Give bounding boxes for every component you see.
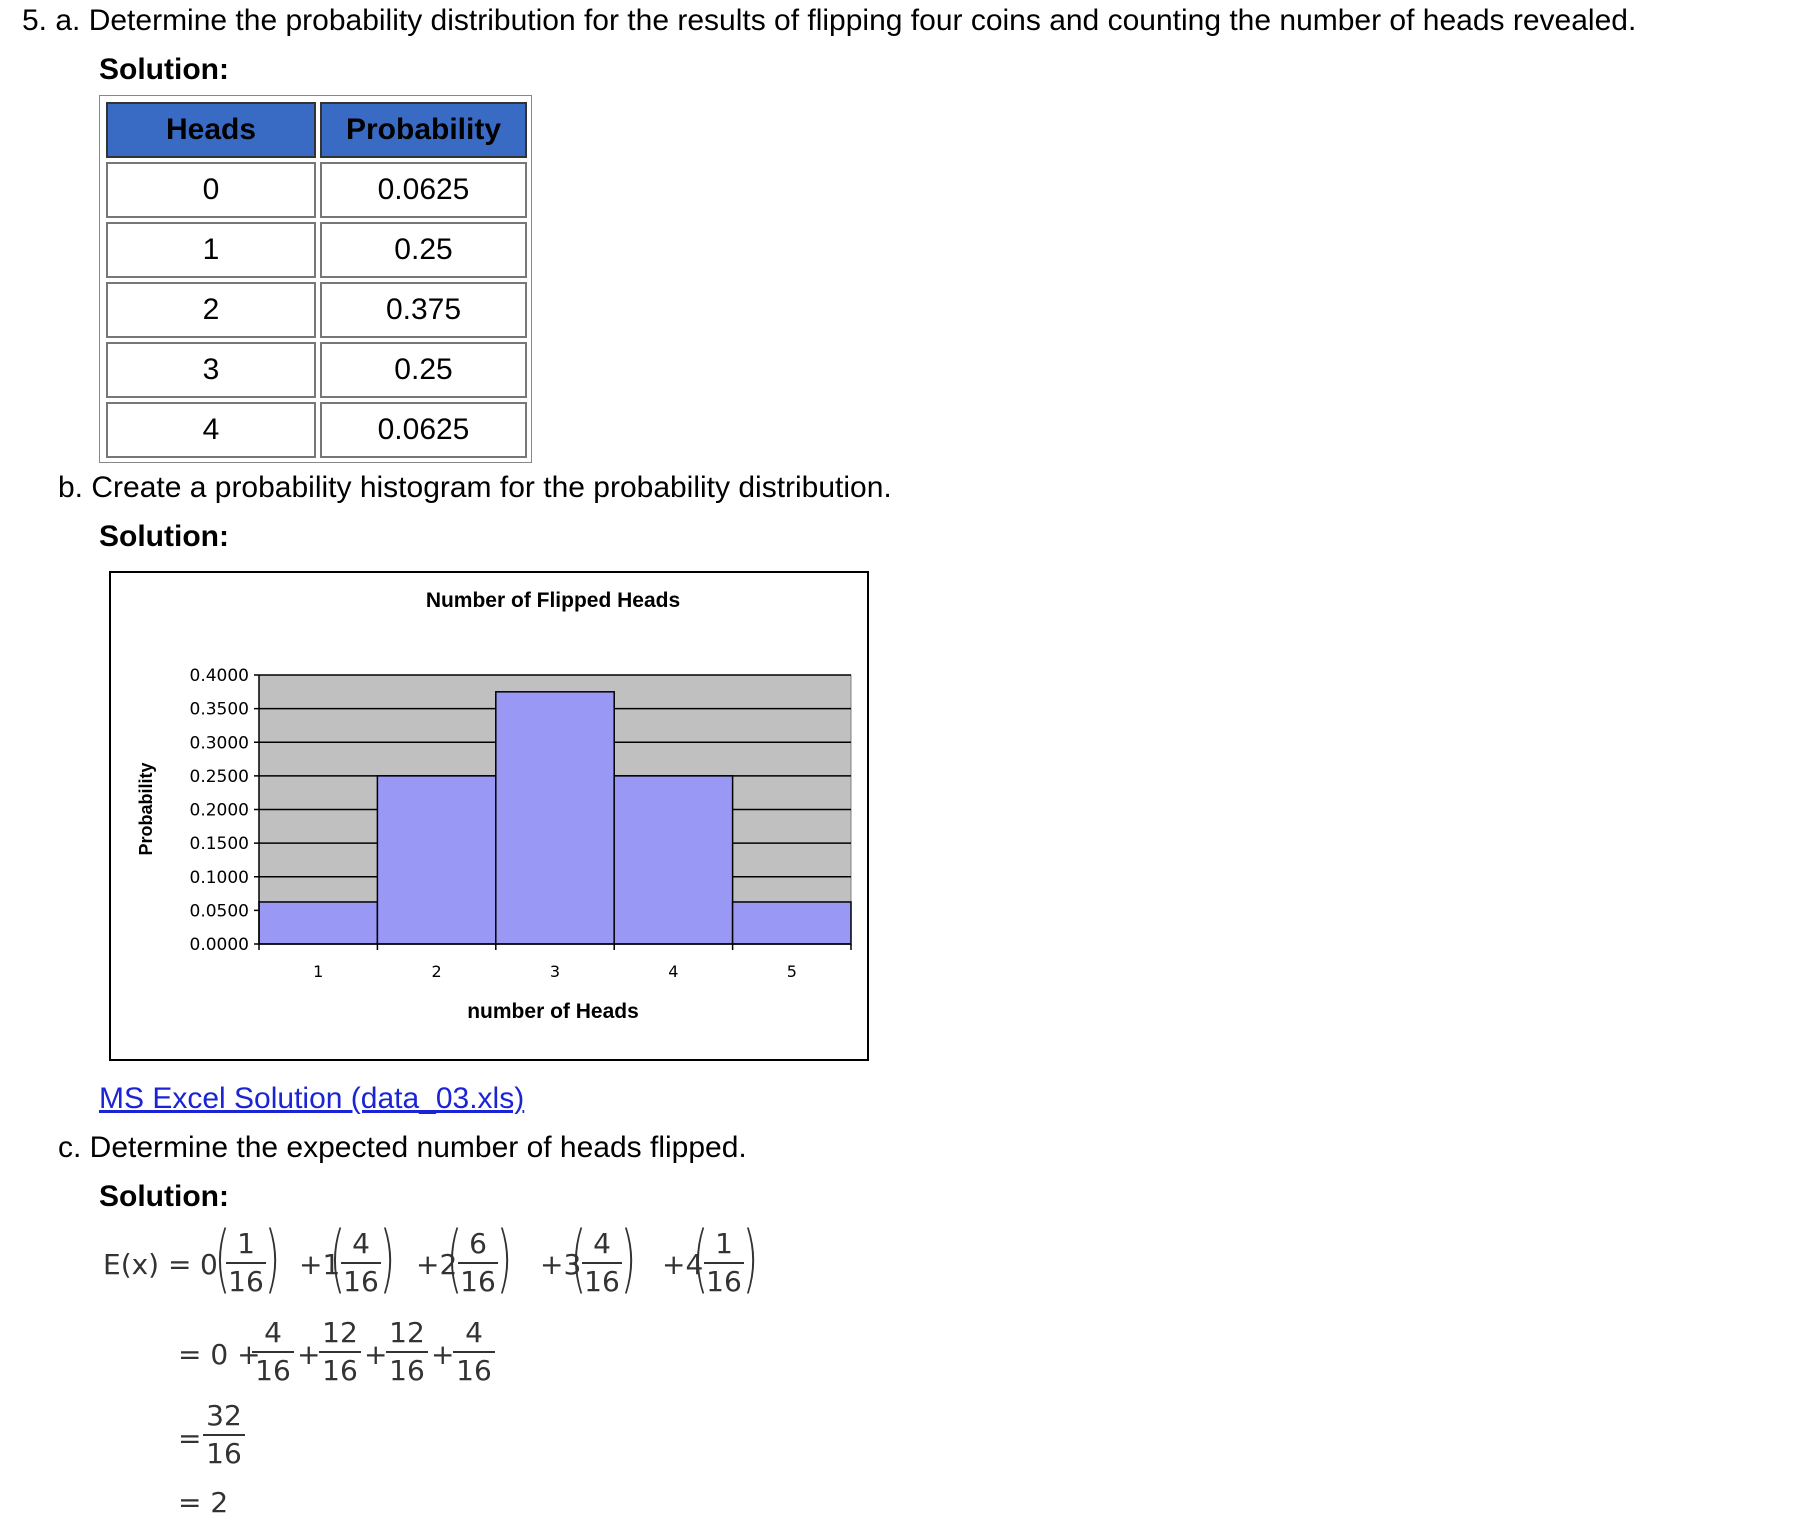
numerator: 6 xyxy=(469,1227,487,1260)
table-header-probability: Probability xyxy=(320,102,527,158)
fraction-bar xyxy=(341,1262,381,1264)
numerator: 4 xyxy=(465,1316,483,1349)
solution-label-c: Solution: xyxy=(99,1180,229,1213)
plus-sign: + xyxy=(364,1338,388,1371)
table-cell-probability: 0.0625 xyxy=(320,162,527,218)
numerator: 1 xyxy=(715,1227,733,1260)
table-cell-heads: 2 xyxy=(106,282,316,338)
denominator: 16 xyxy=(456,1354,492,1387)
line4-result: = 2 xyxy=(178,1486,229,1519)
numerator: 32 xyxy=(206,1399,242,1432)
term-coefficient: +4 xyxy=(662,1248,704,1281)
histogram-bar xyxy=(614,776,732,944)
left-paren: ( xyxy=(570,1216,587,1302)
y-tick-label: 0.4000 xyxy=(189,666,249,686)
fraction-bar xyxy=(319,1351,361,1353)
fraction-bar xyxy=(704,1262,744,1264)
term-fraction xyxy=(458,1228,498,1298)
line3-prefix: = xyxy=(178,1422,202,1455)
x-tick-label: 2 xyxy=(431,962,442,981)
right-paren: ) xyxy=(264,1216,281,1302)
y-tick-label: 0.3000 xyxy=(189,733,249,754)
numerator: 1 xyxy=(237,1227,255,1260)
histogram-bar xyxy=(733,902,851,944)
denominator: 16 xyxy=(584,1265,620,1298)
table-cell-heads: 3 xyxy=(106,342,316,398)
table-cell-heads: 1 xyxy=(106,222,316,278)
histogram-bar xyxy=(377,776,495,944)
histogram-chart xyxy=(109,571,869,1061)
line2-fraction xyxy=(453,1317,495,1387)
solution-label-b: Solution: xyxy=(99,520,229,553)
fraction-bar xyxy=(453,1351,495,1353)
fraction-bar xyxy=(386,1351,428,1353)
y-tick-label: 0.1500 xyxy=(189,834,249,855)
table-cell-heads: 4 xyxy=(106,402,316,458)
fraction-bar xyxy=(226,1262,266,1264)
y-tick-label: 0.2000 xyxy=(189,800,249,821)
y-tick-label: 0.0500 xyxy=(189,901,249,922)
term-fraction xyxy=(341,1228,381,1298)
right-paren: ) xyxy=(379,1216,396,1302)
denominator: 16 xyxy=(460,1265,496,1298)
term-coefficient: +3 xyxy=(540,1248,582,1281)
x-tick-label: 5 xyxy=(786,962,797,981)
chart-y-axis-label: Probability xyxy=(136,762,156,856)
question-a: 5. a. Determine the probability distribution for the results of flipping four coins and counting the number of heads revealed. xyxy=(22,4,1637,37)
x-tick-label: 4 xyxy=(668,962,679,981)
line2-fraction xyxy=(252,1317,294,1387)
denominator: 16 xyxy=(228,1265,264,1298)
term-fraction xyxy=(226,1228,266,1298)
excel-solution-link[interactable]: MS Excel Solution (data_03.xls) xyxy=(99,1082,525,1115)
line2-fraction xyxy=(319,1317,361,1387)
term-coefficient: +2 xyxy=(416,1248,458,1281)
histogram-bar xyxy=(496,692,614,944)
line3-fraction xyxy=(203,1400,245,1470)
table-cell-probability: 0.25 xyxy=(320,342,527,398)
chart-x-axis-label: number of Heads xyxy=(467,1000,639,1023)
term-coefficient: 0 xyxy=(200,1248,218,1281)
numerator: 4 xyxy=(264,1316,282,1349)
right-paren: ) xyxy=(742,1216,759,1302)
expected-value-lhs: E(x) = xyxy=(103,1248,192,1281)
probability-table xyxy=(99,95,532,463)
y-tick-label: 0.3500 xyxy=(189,699,249,720)
term-fraction xyxy=(704,1228,744,1298)
table-cell-probability: 0.25 xyxy=(320,222,527,278)
denominator: 16 xyxy=(322,1354,358,1387)
histogram-svg xyxy=(111,573,867,1059)
line2-fraction xyxy=(386,1317,428,1387)
line2-prefix: = 0 + xyxy=(178,1338,261,1371)
histogram-bar xyxy=(259,902,377,944)
denominator: 16 xyxy=(343,1265,379,1298)
right-paren: ) xyxy=(620,1216,637,1302)
numerator: 4 xyxy=(352,1227,370,1260)
table-cell-probability: 0.375 xyxy=(320,282,527,338)
left-paren: ( xyxy=(446,1216,463,1302)
numerator: 4 xyxy=(593,1227,611,1260)
fraction-bar xyxy=(458,1262,498,1264)
denominator: 16 xyxy=(389,1354,425,1387)
question-b: b. Create a probability histogram for the probability distribution. xyxy=(58,471,892,504)
fraction-bar xyxy=(582,1262,622,1264)
y-tick-label: 0.0000 xyxy=(189,935,249,955)
denominator: 16 xyxy=(206,1437,242,1470)
numerator: 12 xyxy=(389,1316,425,1349)
question-c: c. Determine the expected number of heads flipped. xyxy=(58,1131,747,1164)
plus-sign: + xyxy=(431,1338,455,1371)
fraction-bar xyxy=(252,1351,294,1353)
solution-label-a: Solution: xyxy=(99,53,229,86)
term-coefficient: +1 xyxy=(299,1248,341,1281)
left-paren: ( xyxy=(329,1216,346,1302)
y-tick-label: 0.1000 xyxy=(189,867,249,888)
denominator: 16 xyxy=(706,1265,742,1298)
x-tick-label: 3 xyxy=(549,962,561,981)
right-paren: ) xyxy=(496,1216,513,1302)
x-tick-label: 1 xyxy=(313,962,324,981)
y-tick-label: 0.2500 xyxy=(189,766,249,787)
term-fraction xyxy=(582,1228,622,1298)
table-cell-heads: 0 xyxy=(106,162,316,218)
plus-sign: + xyxy=(297,1338,321,1371)
table-cell-probability: 0.0625 xyxy=(320,402,527,458)
numerator: 12 xyxy=(322,1316,358,1349)
chart-title: Number of Flipped Heads xyxy=(425,589,681,612)
left-paren: ( xyxy=(214,1216,231,1302)
fraction-bar xyxy=(203,1434,245,1436)
denominator: 16 xyxy=(255,1354,291,1387)
table-header-heads: Heads xyxy=(106,102,316,158)
left-paren: ( xyxy=(692,1216,709,1302)
